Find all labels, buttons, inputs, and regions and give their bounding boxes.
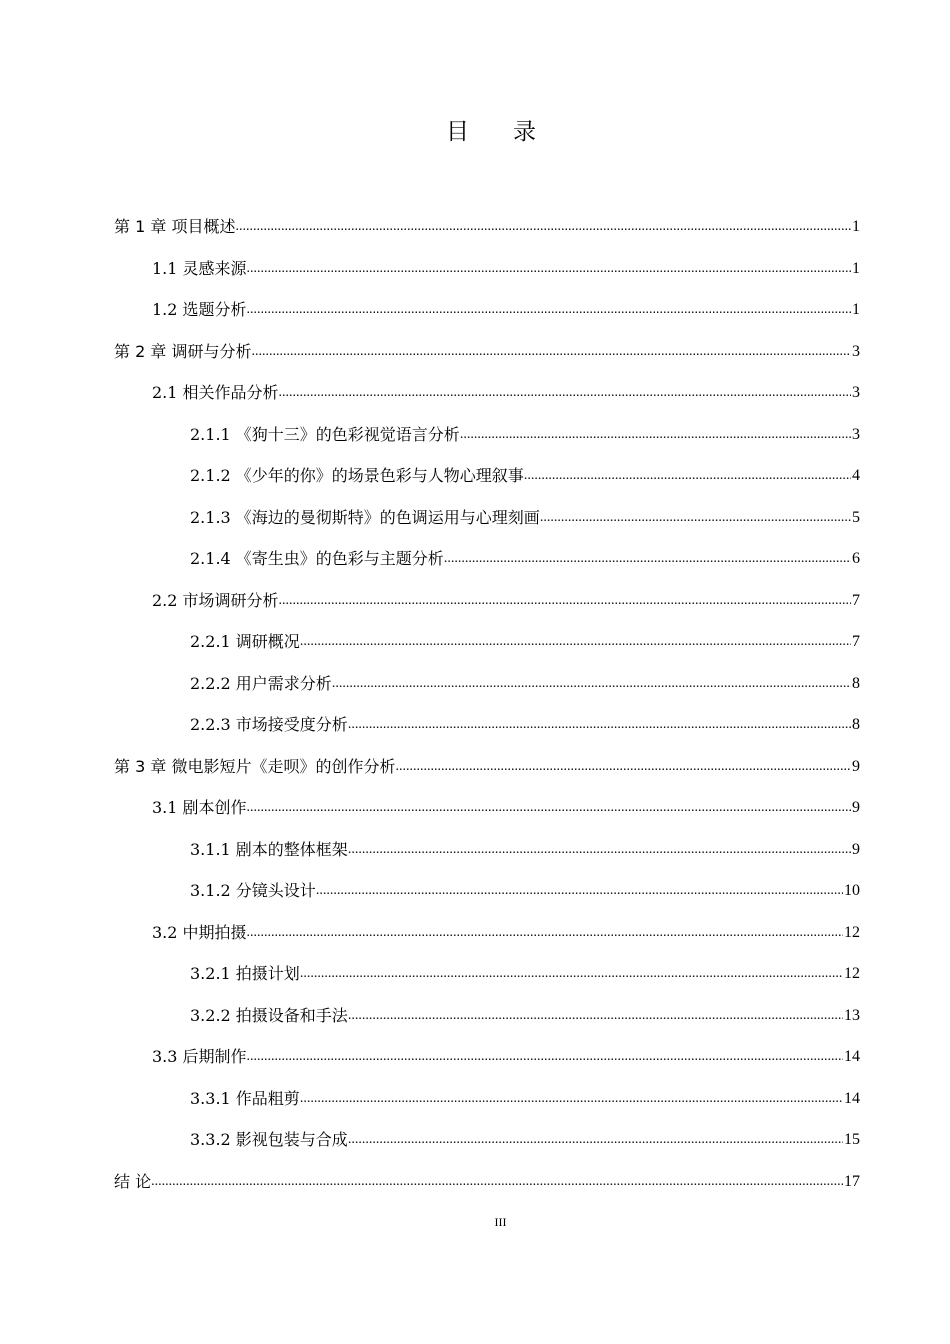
toc-entry-label: 3.3 后期制作: [152, 1047, 247, 1066]
toc-entry[interactable]: [190, 1121, 860, 1151]
dot-leader: [300, 965, 843, 983]
dot-leader: [316, 882, 843, 900]
dot-leader: [151, 1173, 843, 1191]
toc-entry[interactable]: [190, 665, 860, 695]
toc-entry-page-number: 17: [844, 1172, 860, 1190]
toc-entry[interactable]: [190, 499, 860, 529]
toc-entry[interactable]: [190, 997, 860, 1027]
toc-entry-label: 3.1.2 分镜头设计: [190, 881, 316, 900]
toc-entry[interactable]: [190, 706, 860, 736]
toc-entry-page-number: 9: [852, 840, 860, 858]
toc-entry[interactable]: [190, 623, 860, 653]
dot-leader: [247, 260, 851, 278]
toc-entry-label: 3.1 剧本创作: [152, 798, 247, 817]
toc-entry[interactable]: [152, 789, 860, 819]
dot-leader: [247, 799, 851, 817]
toc-entry-page-number: 1: [852, 259, 860, 277]
toc-entry-page-number: 14: [844, 1089, 860, 1107]
toc-entry[interactable]: [114, 333, 860, 363]
toc-entry-label: 2.2.1 调研概况: [190, 632, 300, 651]
dot-leader: [235, 218, 851, 236]
toc-entry-page-number: 12: [844, 965, 860, 982]
toc-entry-label: 1.2 选题分析: [152, 300, 247, 319]
toc-entry-page-number: 8: [852, 674, 860, 692]
toc-entry-label: 第 3 章 微电影短片《走呗》的创作分析: [114, 756, 396, 776]
toc-entry-page-number: 3: [852, 342, 860, 360]
toc-entry-page-number: 4: [852, 467, 860, 484]
toc-entry[interactable]: [190, 831, 860, 861]
toc-entry[interactable]: [114, 208, 860, 238]
dot-leader: [279, 592, 851, 610]
dot-leader: [395, 758, 851, 776]
toc-entry[interactable]: [190, 872, 860, 902]
toc-entry-label: 2.2.3 市场接受度分析: [190, 715, 348, 734]
toc-entry[interactable]: [190, 416, 860, 446]
toc-entry[interactable]: [114, 1163, 860, 1193]
toc-entry[interactable]: [152, 914, 860, 944]
toc-entry-page-number: 15: [844, 1131, 860, 1148]
toc-entry[interactable]: [152, 582, 860, 612]
dot-leader: [460, 426, 851, 444]
toc-entry-label: 2.1.4 《寄生虫》的色彩与主题分析: [190, 549, 444, 568]
toc-entry[interactable]: [190, 540, 860, 570]
dot-leader: [247, 1048, 843, 1066]
toc-entry[interactable]: [152, 1038, 860, 1068]
toc-entry-label: 结 论: [114, 1171, 152, 1191]
dot-leader: [300, 1090, 843, 1108]
dot-leader: [348, 1131, 843, 1149]
dot-leader: [540, 509, 851, 527]
toc-entry[interactable]: [114, 748, 860, 778]
toc-entry-label: 3.2.2 拍摄设备和手法: [190, 1005, 348, 1025]
toc-entry-page-number: 7: [852, 633, 860, 650]
dot-leader: [247, 301, 851, 319]
toc-entry-page-number: 3: [852, 384, 860, 401]
toc-entry[interactable]: [152, 250, 860, 280]
dot-leader: [247, 924, 843, 942]
toc-entry-page-number: 8: [852, 716, 860, 733]
toc-entry[interactable]: [190, 457, 860, 487]
toc-entry-label: 2.1 相关作品分析: [152, 383, 279, 402]
toc-entry-label: 2.2 市场调研分析: [152, 590, 279, 610]
page-title: 目录: [446, 119, 580, 145]
toc-entry-label: 2.2.2 用户需求分析: [190, 673, 332, 693]
toc-entry-page-number: 1: [852, 218, 860, 235]
toc-entry-page-number: 6: [852, 550, 860, 567]
toc-entry[interactable]: [152, 291, 860, 321]
dot-leader: [444, 550, 851, 568]
dot-leader: [332, 675, 851, 693]
toc-entry-label: 3.2 中期拍摄: [152, 922, 247, 942]
toc-entry-label: 3.2.1 拍摄计划: [190, 964, 300, 983]
toc-entry-label: 1.1 灵感来源: [152, 258, 247, 278]
dot-leader: [348, 716, 851, 734]
toc-entry-label: 3.1.1 剧本的整体框架: [190, 839, 348, 859]
toc-entry-page-number: 12: [844, 923, 860, 941]
toc-entry-page-number: 1: [852, 301, 860, 318]
dot-leader: [524, 467, 851, 485]
toc-entry-label: 3.3.1 作品粗剪: [190, 1088, 300, 1108]
toc-entry-label: 2.1.3 《海边的曼彻斯特》的色调运用与心理刻画: [190, 507, 540, 527]
toc-entry-page-number: 7: [852, 591, 860, 609]
toc-entry-page-number: 5: [852, 508, 860, 526]
toc-entry-page-number: 9: [852, 757, 860, 775]
toc-entry-page-number: 10: [844, 882, 860, 899]
dot-leader: [251, 343, 851, 361]
dot-leader: [300, 633, 851, 651]
dot-leader: [348, 841, 851, 859]
footer-page-number: III: [494, 1215, 507, 1229]
dot-leader: [279, 384, 851, 402]
dot-leader: [348, 1007, 843, 1025]
toc-entry-label: 第 1 章 项目概述: [114, 217, 236, 236]
toc-entry[interactable]: [190, 955, 860, 985]
toc-entry-label: 第 2 章 调研与分析: [114, 341, 252, 361]
toc-entry-label: 3.3.2 影视包装与合成: [190, 1130, 348, 1149]
toc-entry-label: 2.1.1 《狗十三》的色彩视觉语言分析: [190, 424, 460, 444]
toc-entry[interactable]: [190, 1080, 860, 1110]
toc-entry-page-number: 13: [844, 1006, 860, 1024]
toc-entry-page-number: 3: [852, 425, 860, 443]
toc-entry[interactable]: [152, 374, 860, 404]
toc-entry-label: 2.1.2 《少年的你》的场景色彩与人物心理叙事: [190, 466, 524, 485]
toc-entry-page-number: 14: [844, 1048, 860, 1065]
toc-entry-page-number: 9: [852, 799, 860, 816]
